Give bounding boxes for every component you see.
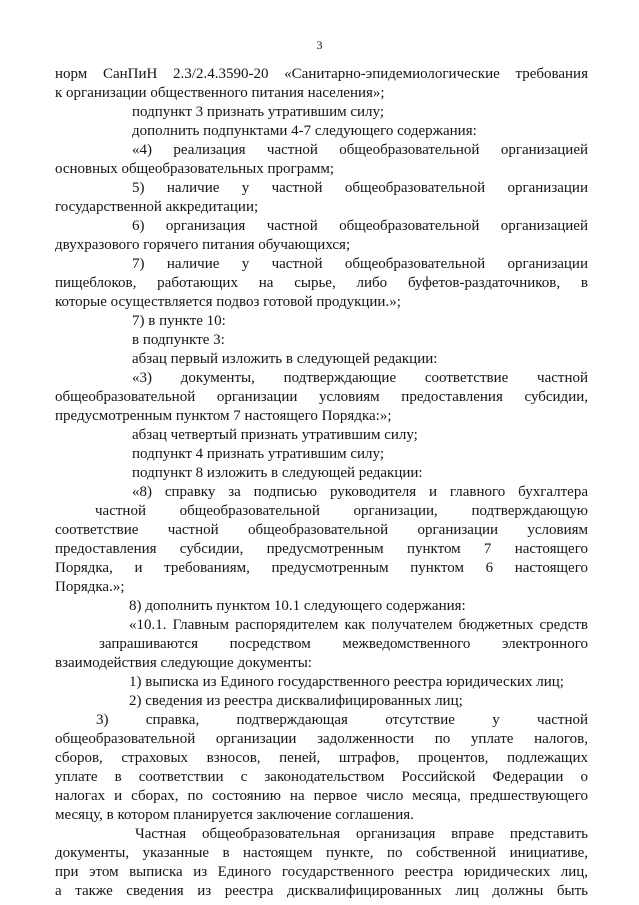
text-line: подпункт 3 признать утратившим силу; (132, 104, 384, 120)
text-line: запрашиваются посредством межведомственного электронного (99, 636, 588, 652)
text-line: общеобразовательной организации задолженности по уплате налогов, (55, 731, 588, 747)
text-line: государственной аккредитации; (55, 199, 259, 215)
text-line: подпункт 4 признать утратившим силу; (132, 446, 384, 462)
text-line: норм СанПиН 2.3/2.4.3590-20 «Санитарно-эпидемиологические требования (55, 66, 588, 82)
text-line: 1) выписка из Единого государственного реестра юридических лиц; (129, 674, 564, 690)
document-body (55, 65, 588, 901)
text-line: предоставления субсидии, предусмотренным пунктом 7 настоящего (55, 541, 588, 557)
text-line: а также сведения из реестра дисквалифицированных лиц должны быть (55, 883, 588, 899)
text-line: уплате в соответствии с законодательством Российской Федерации о (55, 769, 588, 785)
text-line: налогах и сборах, по состоянию на первое число месяца, предшествующего (55, 788, 588, 804)
text-line: «3) документы, подтверждающие соответствие частной (132, 370, 588, 386)
text-line: 5) наличие у частной общеобразовательной организации (132, 180, 588, 196)
text-line: 7) в пункте 10: (132, 313, 226, 329)
page-number: 3 (316, 38, 323, 52)
text-line: основных общеобразовательных программ; (55, 161, 335, 177)
text-line: 3) справка, подтверждающая отсутствие у частной (96, 712, 588, 728)
text-line: сборов, страховых взносов, пеней, штрафов, процентов, подлежащих (55, 750, 588, 766)
text-line: «10.1. Главным распорядителем как получателем бюджетных средств (129, 617, 588, 633)
text-line: «8) справку за подписью руководителя и главного бухгалтера (132, 484, 588, 500)
text-line: абзац четвертый признать утратившим силу; (132, 427, 418, 443)
text-line: предусмотренным пунктом 7 настоящего Порядка:»; (55, 408, 392, 424)
text-line: 7) наличие у частной общеобразовательной организации (132, 256, 588, 272)
text-line: двухразового горячего питания обучающихся; (55, 237, 351, 253)
text-line: подпункт 8 изложить в следующей редакции: (132, 465, 423, 481)
text-line: документы, указанные в настоящем пункте, по собственной инициативе, (55, 845, 588, 861)
text-line: при этом выписка из Единого государственного реестра юридических лиц, (55, 864, 588, 880)
text-line: 2) сведения из реестра дисквалифицированных лиц; (129, 693, 463, 709)
text-line: Порядка, и требованиям, предусмотренным пунктом 6 настоящего (55, 560, 588, 576)
text-line: абзац первый изложить в следующей редакции: (132, 351, 438, 367)
text-line: 8) дополнить пунктом 10.1 следующего содержания: (129, 598, 466, 614)
text-line: частной общеобразовательной организации, подтверждающую (95, 503, 588, 519)
text-line: соответствие частной общеобразовательной организации условиям (55, 522, 588, 538)
text-line: дополнить подпунктами 4-7 следующего содержания: (132, 123, 477, 139)
text-line: в подпункте 3: (132, 332, 225, 348)
text-line: взаимодействия следующие документы: (55, 655, 312, 671)
text-line: Порядка.»; (55, 579, 125, 595)
text-line: к организации общественного питания населения»; (55, 85, 385, 101)
text-line: которые осуществляется подвоз готовой продукции.»; (55, 294, 401, 310)
text-line: месяцу, в котором планируется заключение соглашения. (55, 807, 414, 823)
text-line: пищеблоков, работающих на сырье, либо буфетов-раздаточников, в (55, 275, 588, 291)
text-line: «4) реализация частной общеобразовательной организацией (132, 142, 588, 158)
text-line: 6) организация частной общеобразовательной организацией (132, 218, 588, 234)
text-line: Частная общеобразовательная организация вправе представить (135, 826, 588, 842)
text-line: общеобразовательной организации условиям предоставления субсидии, (55, 389, 588, 405)
